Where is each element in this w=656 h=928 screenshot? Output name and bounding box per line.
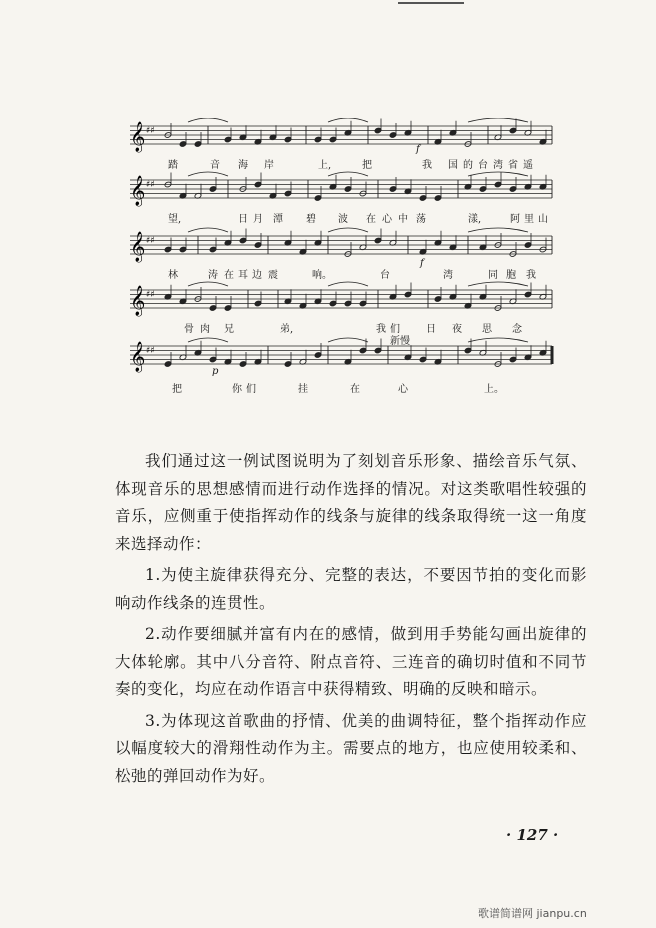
page-number: · 127 · <box>506 826 559 844</box>
lyric: 波 <box>338 214 348 225</box>
svg-text:♯♯: ♯♯ <box>146 236 155 246</box>
lyric: 踏 <box>168 160 178 171</box>
lyric-row-1 <box>128 156 558 170</box>
lyric: 潭 <box>273 214 283 225</box>
dynamic-marking-p: p <box>212 366 219 377</box>
paragraph-point-1: 1.为使主旋律获得充分、完整的表达，不要因节拍的变化而影响动作线条的连贯性。 <box>115 566 587 612</box>
lyric: 月 <box>253 214 263 225</box>
lyric: 山 <box>538 214 548 225</box>
lyric: 挂 <box>298 384 308 395</box>
lyric: 的 <box>463 160 473 171</box>
lyric: 漾, <box>468 214 482 225</box>
lyric: 心 <box>398 384 408 395</box>
paragraph-intro: 我们通过这一例试图说明为了刻划音乐形象、描绘音乐气氛、体现音乐的思想感情而进行动作选择的情况。对这类歌唱性较强的音乐，应侧重于使指挥动作的线条与旋律的线条取得统一这一角度来选择动作： <box>115 452 587 553</box>
lyric: 国 <box>448 160 458 171</box>
lyric: 望, <box>168 214 182 225</box>
staff <box>130 118 552 153</box>
svg-text:𝄞: 𝄞 <box>130 286 146 316</box>
lyric: 思 <box>482 324 492 335</box>
lyric: 骨 <box>184 324 194 335</box>
svg-text:𝄞: 𝄞 <box>130 342 146 372</box>
svg-text:𝄞: 𝄞 <box>130 232 146 262</box>
lyric: 省 <box>508 160 518 171</box>
lyric: 我 <box>376 324 386 335</box>
lyric: 在 <box>350 384 360 395</box>
lyric: 里 <box>524 214 534 225</box>
lyric: 我 <box>422 160 432 171</box>
lyric: 边 <box>252 270 262 281</box>
staff <box>130 338 552 373</box>
lyric: 在 <box>224 270 234 281</box>
lyric: 碧 <box>306 214 316 225</box>
staff <box>130 172 552 207</box>
svg-text:♯♯: ♯♯ <box>146 180 155 190</box>
lyric: 心 <box>382 214 392 225</box>
site-watermark: 歌谱简谱网 jianpu.cn <box>478 907 587 920</box>
lyric: 把 <box>362 160 372 171</box>
dynamic-marking-f: f <box>416 144 420 155</box>
lyric: 湾 <box>443 270 453 281</box>
lyric: 在 <box>366 214 376 225</box>
lyric: 你 <box>232 384 242 395</box>
lyric: 同 <box>488 270 498 281</box>
lyric: 林 <box>168 270 178 281</box>
lyric: 音 <box>210 160 220 171</box>
top-rule <box>398 2 464 4</box>
lyric: 阿 <box>510 214 520 225</box>
svg-text:♯♯: ♯♯ <box>146 126 155 136</box>
svg-text:𝄞: 𝄞 <box>130 176 146 206</box>
paragraph-point-2: 2.动作要细腻并富有内在的感情，做到用手势能勾画出旋律的大体轮廓。其中八分音符、附点音符、三连音的确切时值和不同节奏的变化，均应在动作语言中获得精致、明确的反映和暗示。 <box>115 625 587 698</box>
lyric-row-3 <box>128 266 558 280</box>
lyric: 夜 <box>452 324 462 335</box>
lyric: 涛 <box>208 270 218 281</box>
lyric: 上。 <box>484 384 504 395</box>
lyric: 兄 <box>224 324 234 335</box>
lyric: 湾 <box>493 160 503 171</box>
svg-text:♯♯: ♯♯ <box>146 346 155 356</box>
lyric: 胞 <box>506 270 516 281</box>
staff <box>130 282 552 317</box>
dynamic-marking-f: f <box>420 258 424 269</box>
lyric: 震 <box>268 270 278 281</box>
lyric-row-4 <box>128 320 558 334</box>
lyric: 日 <box>426 324 436 335</box>
paragraph-point-3: 3.为体现这首歌曲的抒情、优美的曲调特征，整个指挥动作应以幅度较大的滑翔性动作为主。需要点的地方，也应使用较柔和、松弛的弹回动作为好。 <box>115 711 587 785</box>
lyric: 们 <box>390 324 400 335</box>
tempo-marking: 新慢 <box>390 336 410 347</box>
lyric: 中 <box>398 214 408 225</box>
lyric: 肉 <box>200 324 210 335</box>
music-score <box>128 118 558 408</box>
lyric: 台 <box>478 160 488 171</box>
lyric-row-5 <box>128 380 558 394</box>
body-text <box>115 448 587 790</box>
lyric: 遥 <box>523 160 533 171</box>
lyric: 荡 <box>416 214 426 225</box>
lyric: 弟, <box>280 324 294 335</box>
lyric: 台 <box>380 270 390 281</box>
lyric: 耳 <box>238 270 248 281</box>
staff <box>130 228 552 263</box>
lyric-row-2 <box>128 210 558 224</box>
lyric: 我 <box>526 270 536 281</box>
svg-text:𝄞: 𝄞 <box>130 122 146 152</box>
svg-text:♯♯: ♯♯ <box>146 290 155 300</box>
lyric: 上, <box>318 160 332 171</box>
lyric: 日 <box>238 214 248 225</box>
lyric: 把 <box>172 384 182 395</box>
lyric: 海 <box>238 160 248 171</box>
lyric: 们 <box>246 384 256 395</box>
lyric: 响。 <box>312 270 332 281</box>
lyric: 念 <box>512 324 522 335</box>
lyric: 岸 <box>264 160 274 171</box>
